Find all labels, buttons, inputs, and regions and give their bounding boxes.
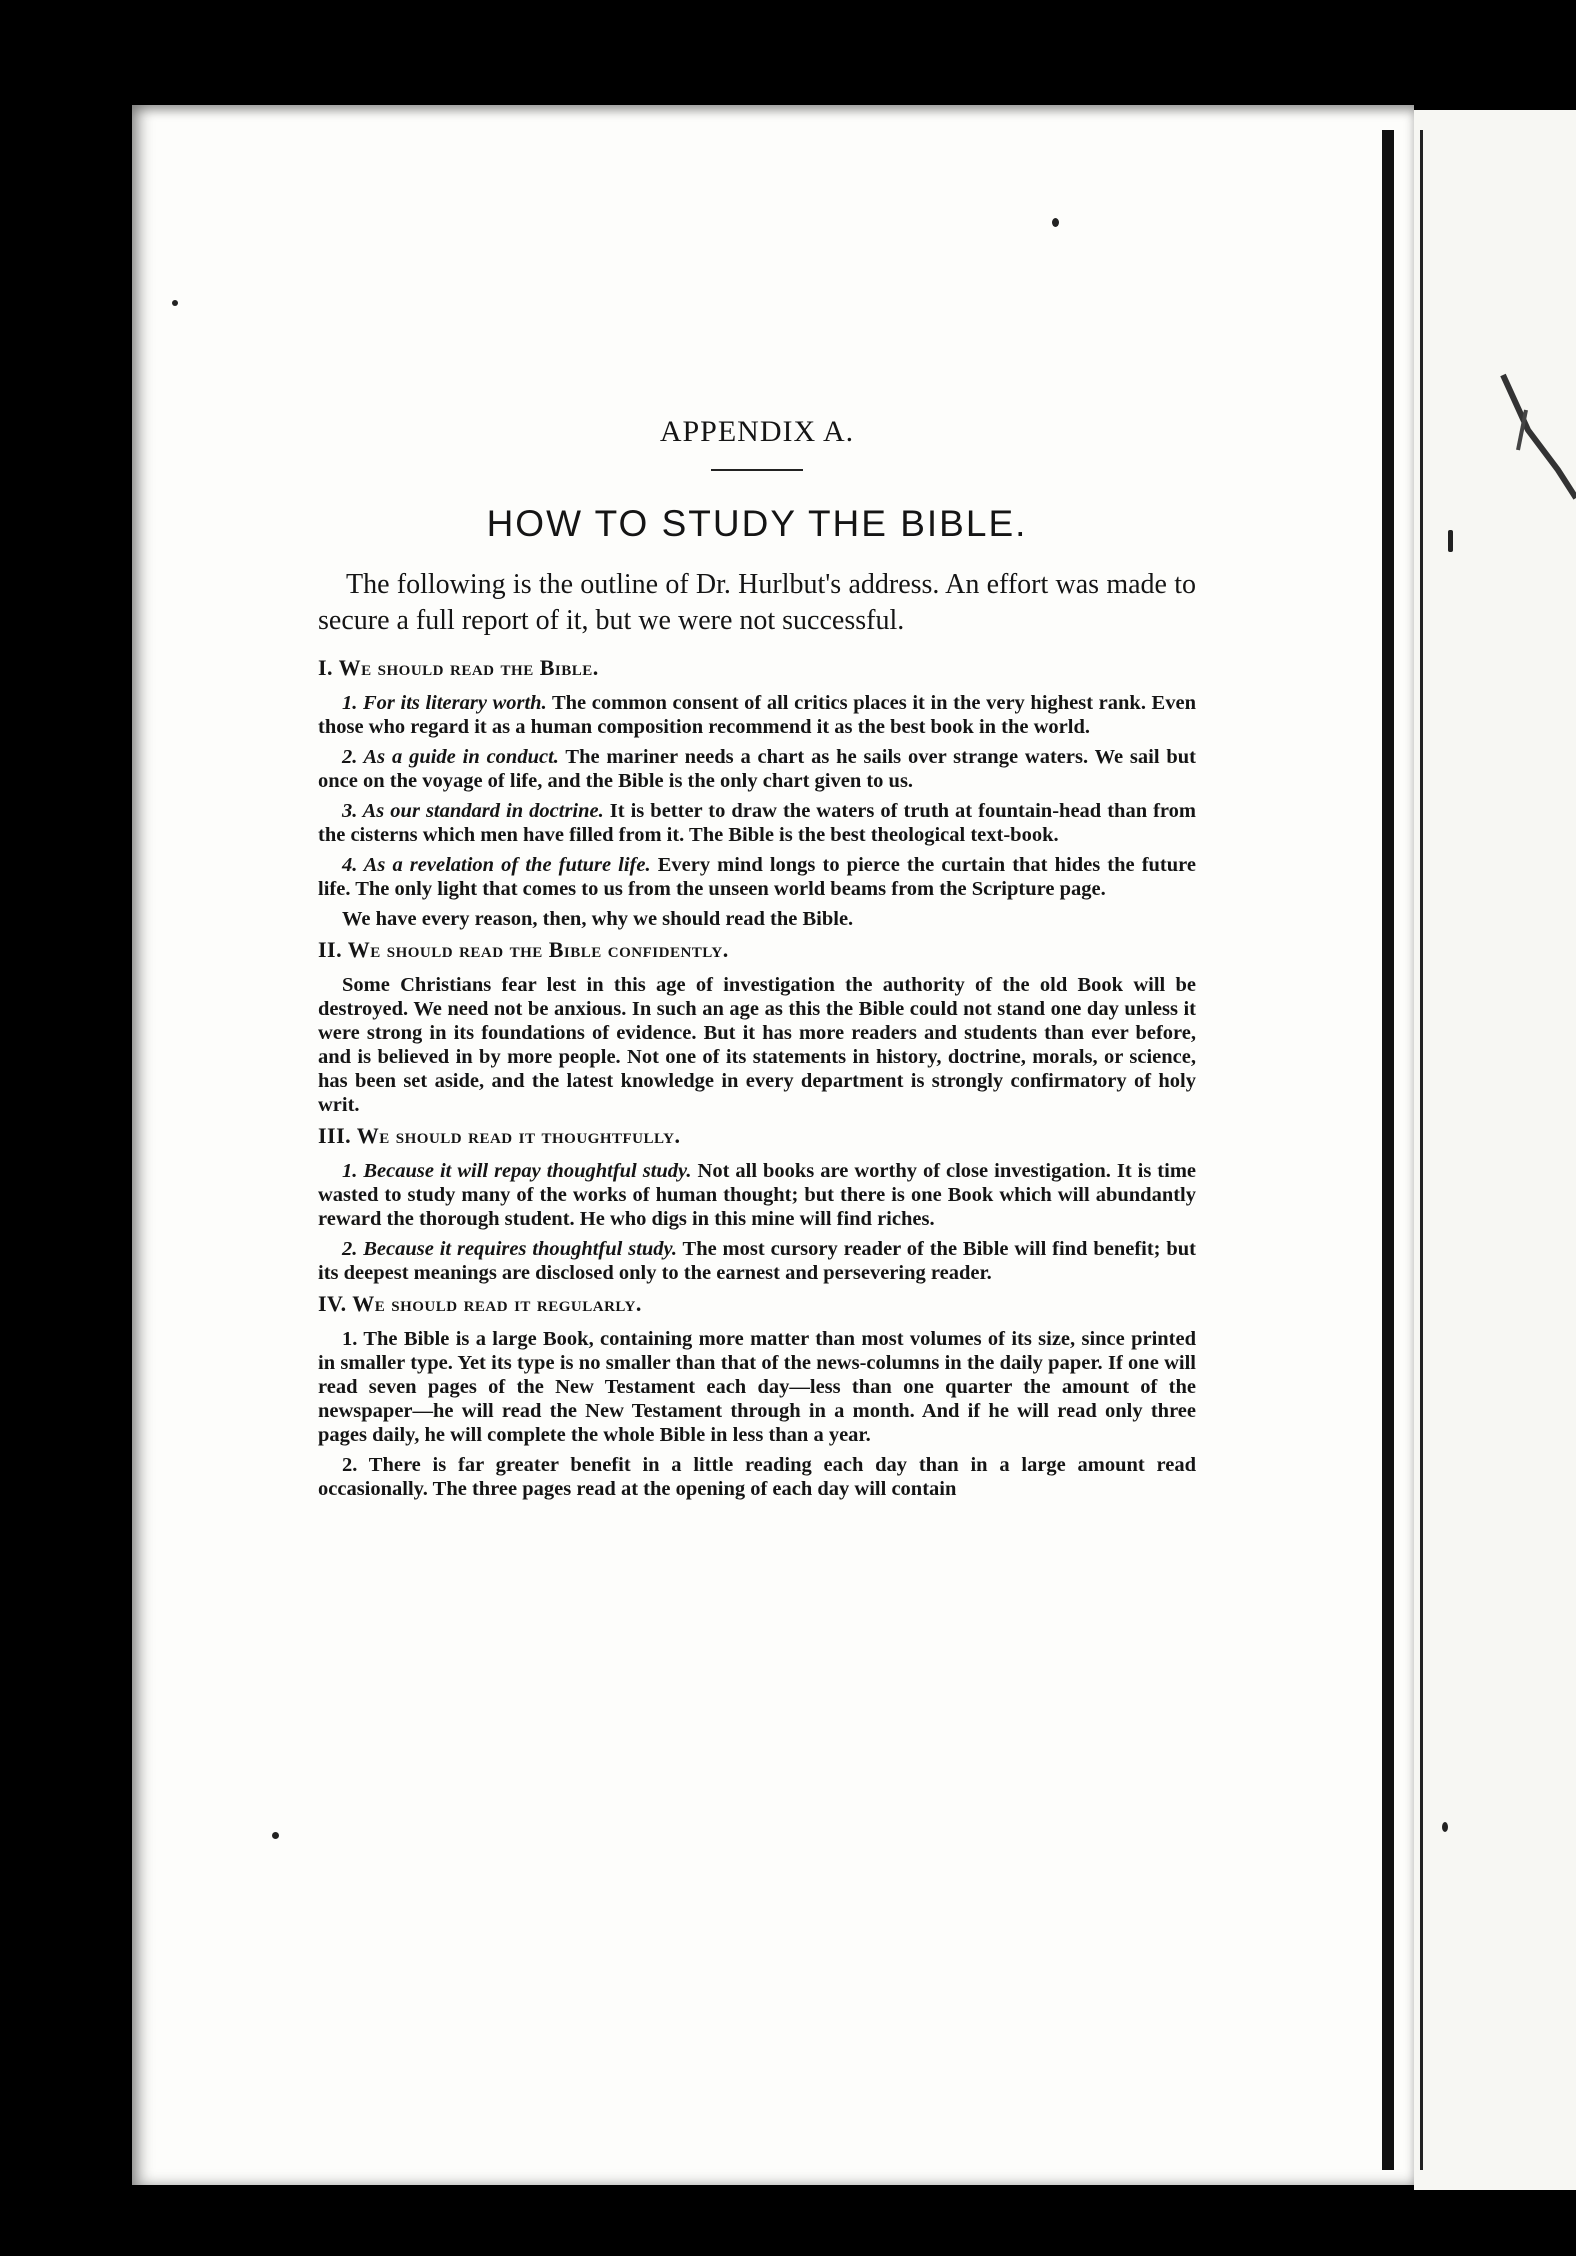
facing-page-rule bbox=[1420, 130, 1423, 2170]
paragraph-label: 2. As a guide in conduct. bbox=[342, 746, 559, 768]
paragraph-label: 1. For its literary worth. bbox=[342, 692, 547, 714]
paragraph-text: 2. There is far greater benefit in a little reading each day than in a large amount read occasionally. The three pages read at the opening of each day will contain bbox=[318, 1454, 1196, 1500]
section-heading: I. We should read the Bible. bbox=[318, 655, 599, 680]
section-paragraph bbox=[318, 745, 1196, 793]
section-paragraph bbox=[318, 907, 1196, 931]
section-paragraph bbox=[318, 1327, 1196, 1447]
title-rule bbox=[711, 469, 803, 471]
section-paragraph bbox=[318, 1453, 1196, 1501]
section-paragraph bbox=[318, 1159, 1196, 1231]
paragraph-text: 1. The Bible is a large Book, containing more matter than most volumes of its size, since printed in smaller type. Yet its type is no smaller than that of the news-columns in the daily paper. If one will read seven pages of the New Testament each day—less than one quarter the amount of the newspaper—he will read the New Testament through in a month. And if he will read only three pages daily, he will complete the whole Bible in less than a year. bbox=[318, 1328, 1196, 1446]
section-heading: II. We should read the Bible confidently. bbox=[318, 937, 729, 962]
section-heading: III. We should read it thoughtfully. bbox=[318, 1123, 681, 1148]
paragraph-label: 3. As our standard in doctrine. bbox=[342, 800, 604, 822]
section-paragraph bbox=[318, 691, 1196, 739]
paragraph-text: The mariner needs a chart as he sails over strange waters. We sail but once on the voyage of life, and the Bible is the only chart given to us. bbox=[318, 746, 1196, 792]
paragraph-text: The common consent of all critics places it in the very highest rank. Even those who regard it as a human composition recommend it as the best book in the world. bbox=[318, 692, 1196, 738]
speck bbox=[1448, 530, 1453, 552]
page-gutter-shadow bbox=[1382, 130, 1394, 2170]
paragraph-label: 2. Because it requires thoughtful study. bbox=[342, 1238, 678, 1260]
appendix-label: APPENDIX A. bbox=[659, 415, 855, 448]
paragraph-text: Some Christians fear lest in this age of investigation the authority of the old Book will be destroyed. We need not be anxious. In such an age as this the Bible could not stand one day unless it were strong in its foundations of evidence. But it has more readers and students than ever before, and is believed in by more people. Not one of its statements in history, doctrine, morals, or science, has been set aside, and the latest knowledge in every department is strongly confirmatory of holy writ. bbox=[318, 974, 1196, 1116]
paragraph-text: Every mind longs to pierce the curtain that hides the future life. The only light that comes to us from the unseen world beams from the Scripture page. bbox=[318, 854, 1196, 900]
page-content bbox=[318, 415, 1196, 1507]
debris-mark bbox=[1498, 370, 1576, 500]
intro-paragraph: The following is the outline of Dr. Hurlbut's address. An effort was made to secure a full report of it, but we were not successful. bbox=[318, 569, 1196, 636]
speck bbox=[1442, 1822, 1448, 1832]
paragraph-text: It is better to draw the waters of truth at fountain-head than from the cisterns which men have filled from it. The Bible is the best theological text-book. bbox=[318, 800, 1196, 846]
speck bbox=[272, 1832, 279, 1839]
paragraph-text: Not all books are worthy of close investigation. It is time wasted to study many of the works of human thought; but there is one Book which will abundantly reward the thorough student. He who digs in this mine will find riches. bbox=[318, 1160, 1196, 1230]
section-heading: IV. We should read it regularly. bbox=[318, 1291, 642, 1316]
section-paragraph bbox=[318, 853, 1196, 901]
speck bbox=[172, 300, 178, 306]
speck bbox=[1052, 218, 1059, 227]
page-title: HOW TO STUDY THE BIBLE. bbox=[486, 503, 1028, 544]
section-paragraph bbox=[318, 799, 1196, 847]
paragraph-label: 4. As a revelation of the future life. bbox=[342, 854, 651, 876]
paragraph-text: The most cursory reader of the Bible will find benefit; but its deepest meanings are disclosed only to the earnest and persevering reader. bbox=[318, 1238, 1197, 1284]
paragraph-text: We have every reason, then, why we should read the Bible. bbox=[342, 908, 854, 930]
section-paragraph bbox=[318, 1237, 1196, 1285]
paragraph-label: 1. Because it will repay thoughtful study. bbox=[342, 1160, 692, 1182]
sections-container bbox=[318, 655, 1196, 1501]
section-paragraph bbox=[318, 973, 1196, 1117]
